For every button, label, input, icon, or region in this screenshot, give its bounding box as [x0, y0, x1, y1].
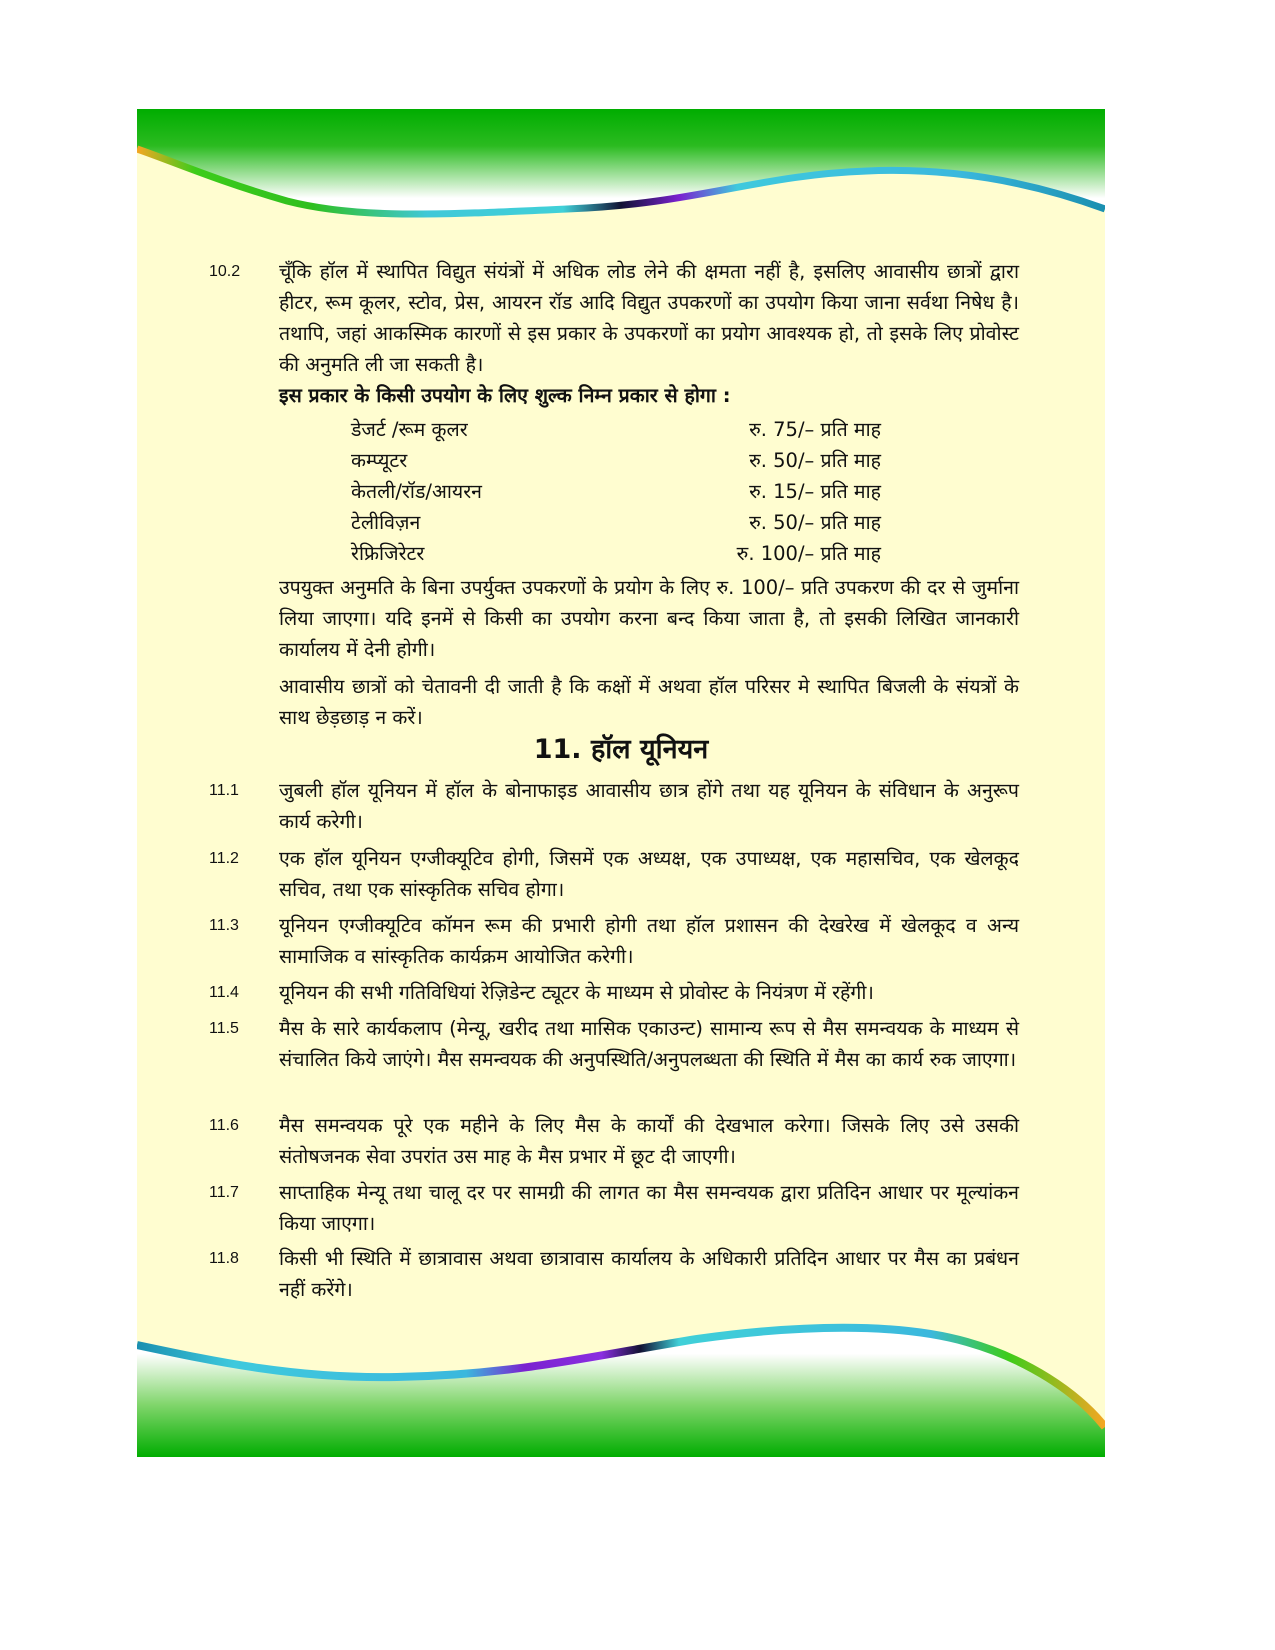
- clause-number: 11.3: [209, 917, 239, 934]
- section-heading: 11. हॉल यूनियन: [533, 734, 709, 765]
- fee-item: कम्प्यूटर: [351, 449, 408, 472]
- clause-text: यूनियन एग्जीक्यूटिव कॉमन रूम की प्रभारी होगी तथा हॉल प्रशासन की देखरेख में खेलकूद व अन्य सामाजिक व सांस्कृतिक कार्यक्रम आयोजित करेगी।: [279, 914, 1020, 968]
- clause-number: 11.4: [209, 984, 239, 1001]
- fee-row: [351, 445, 881, 476]
- fee-item: डेजर्ट /रूम कूलर: [351, 418, 468, 441]
- fee-row: [351, 476, 881, 507]
- clause-text: मैस समन्वयक पूरे एक महीने के लिए मैस के कार्यों की देखभाल करेगा। जिसके लिए उसे उसकी संतोषजनक सेवा उपरांत उस माह के मैस प्रभार में छूट दी जाएगी।: [279, 1114, 1019, 1168]
- fee-amount: रु. 100/– प्रति माह: [736, 542, 881, 565]
- clause-text: यूनियन की सभी गतिविधियां रेज़िडेन्ट ट्यूटर के माध्यम से प्रोवोस्ट के नियंत्रण में रहेंगी।: [279, 981, 874, 1004]
- fee-amount: रु. 50/– प्रति माह: [749, 449, 881, 472]
- fee-intro: इस प्रकार के किसी उपयोग के लिए शुल्क निम्न प्रकार से होगा :: [279, 384, 731, 407]
- clause-number: 11.8: [209, 1250, 239, 1267]
- clause-text: किसी भी स्थिति में छात्रावास अथवा छात्रावास कार्यालय के अधिकारी प्रतिदिन आधार पर मैस का प्रबंधन नहीं करेंगे।: [279, 1247, 1019, 1301]
- clause-number: 11.2: [209, 850, 239, 867]
- fee-amount: रु. 75/– प्रति माह: [749, 418, 881, 441]
- clause-number: 11.7: [209, 1184, 239, 1201]
- fee-row: [351, 507, 881, 538]
- clause-number: 10.2: [209, 263, 241, 280]
- clause-text: चूँकि हॉल में स्थापित विद्युत संयंत्रों में अधिक लोड लेने की क्षमता नहीं है, इसलिए आवासीय छात्रों द्वारा हीटर, रूम कूलर, स्टोव, प्रेस, आयरन रॉड आदि विद्युत उपकरणों का उपयोग किया जाना सर्वथा निषेध है। तथापि, जहां आकस्मिक कारणों से इस प्रकार के उपकरणों का प्रयोग आवश्यक हो, तो इसके लिए प्रोवोस्ट की अनुमति ली जा सकती है।: [279, 260, 1019, 376]
- fee-row: [351, 538, 881, 569]
- fee-item: केतली/रॉड/आयरन: [351, 480, 482, 503]
- clause-number: 11.5: [209, 1020, 239, 1037]
- fee-amount: रु. 15/– प्रति माह: [749, 480, 881, 503]
- fee-item: टेलीविज़न: [351, 511, 421, 534]
- fee-item: रेफ्रिजिरेटर: [351, 542, 425, 565]
- clause-text: मैस के सारे कार्यकलाप (मेन्यू, खरीद तथा मासिक एकाउन्ट) सामान्य रूप से मैस समन्वयक के माध्यम से संचालित किये जाएंगे। मैस समन्वयक की अनुपस्थिति/अनुपलब्धता की स्थिति में मैस का कार्य रुक जाएगा।: [279, 1017, 1019, 1071]
- fee-amount: रु. 50/– प्रति माह: [749, 511, 881, 534]
- fee-row: [351, 414, 881, 445]
- decorative-header-banner: [137, 109, 1105, 219]
- clause-text: साप्ताहिक मेन्यू तथा चालू दर पर सामग्री की लागत का मैस समन्वयक द्वारा प्रतिदिन आधार पर मूल्यांकन किया जाएगा।: [279, 1181, 1019, 1235]
- penalty-paragraph: उपयुक्त अनुमति के बिना उपर्युक्त उपकरणों के प्रयोग के लिए रु. 100/– प्रति उपकरण की दर से जुर्माना लिया जाएगा। यदि इनमें से किसी का उपयोग करना बन्द किया जाता है, तो इसकी लिखित जानकारी कार्यालय में देनी होगी।: [279, 576, 1019, 661]
- warning-paragraph: आवासीय छात्रों को चेतावनी दी जाती है कि कक्षों में अथवा हॉल परिसर मे स्थापित बिजली के संयत्रों के साथ छेड़छाड़ न करें।: [279, 675, 1019, 729]
- clause-number: 11.6: [209, 1117, 239, 1134]
- clause-text: जुबली हॉल यूनियन में हॉल के बोनाफाइड आवासीय छात्र होंगे तथा यह यूनियन के संविधान के अनुरूप कार्य करेगी।: [279, 779, 1019, 833]
- clause-number: 11.1: [209, 782, 239, 799]
- decorative-footer-banner: [137, 1317, 1105, 1457]
- clause-text: एक हॉल यूनियन एग्जीक्यूटिव होगी, जिसमें एक अध्यक्ष, एक उपाध्यक्ष, एक महासचिव, एक खेलकूद सचिव, तथा एक सांस्कृतिक सचिव होगा।: [279, 847, 1019, 901]
- fee-table: [351, 414, 881, 569]
- document-page: [137, 109, 1105, 1457]
